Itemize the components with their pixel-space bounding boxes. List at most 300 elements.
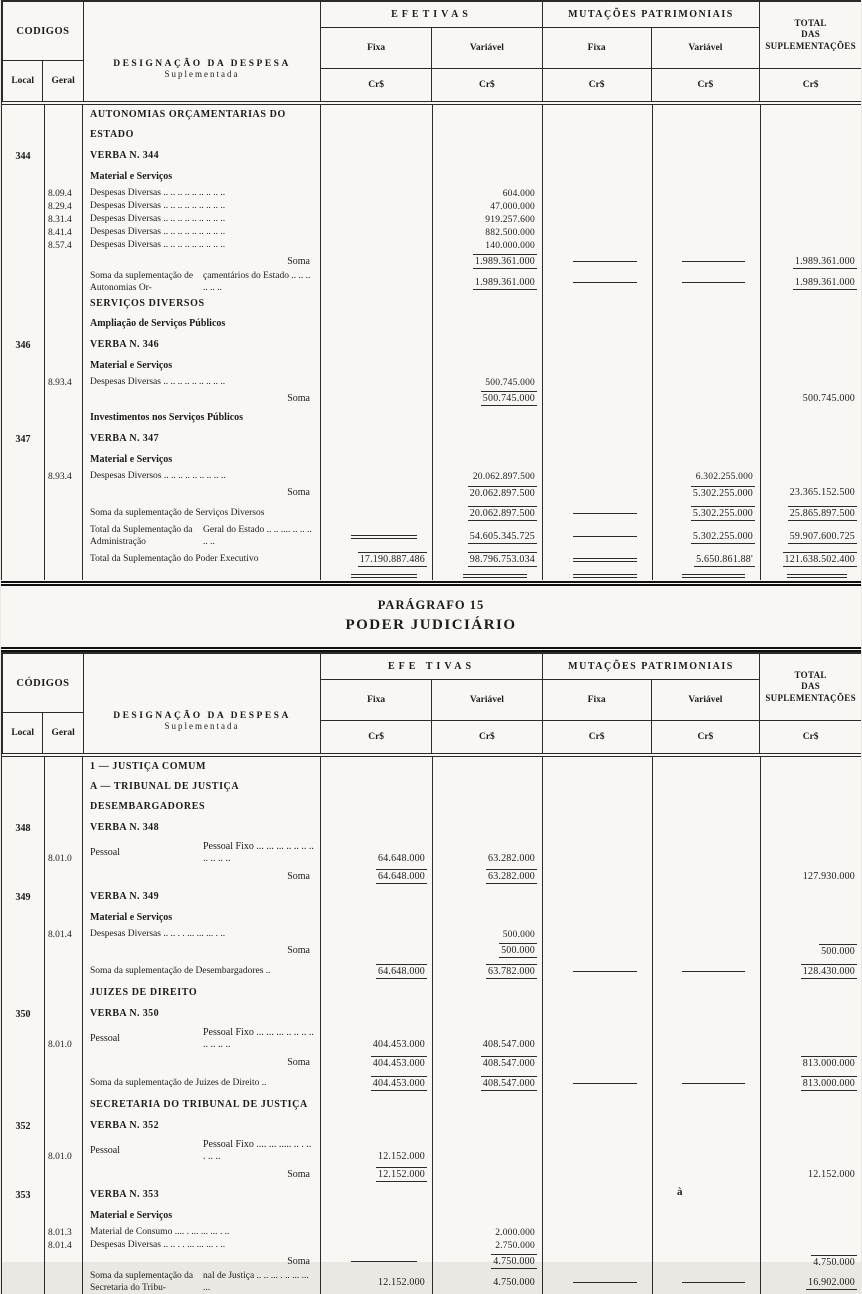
designacao-cell: Soma	[82, 1165, 320, 1184]
amount-cell	[652, 252, 760, 271]
designacao-cell: Pessoal Pessoal Fixo ... ... ... .. .. .. .. .. .. .. ..	[82, 839, 320, 867]
amount-cell	[432, 334, 542, 356]
geral-code	[44, 571, 82, 580]
codigos-label: CODIGOS	[16, 25, 70, 37]
local-code	[2, 960, 44, 983]
amount-cell	[760, 334, 862, 356]
amount-cell	[432, 125, 542, 145]
amount-cell	[760, 817, 862, 839]
blank-dash	[463, 574, 527, 578]
amount-cell	[760, 1025, 862, 1053]
currency-label: Cr$	[697, 732, 714, 742]
amount-cell	[320, 867, 432, 886]
amount-cell	[760, 1184, 862, 1206]
amount-value: 4.750.000	[493, 1256, 535, 1267]
amount-value: 1.989.361.000	[474, 256, 535, 267]
blank-dash	[573, 282, 637, 283]
local-code	[2, 548, 44, 571]
designacao-cell: Total da Suplementação do Poder Executivo	[82, 548, 320, 571]
geral-code	[44, 389, 82, 408]
designacao-cell: VERBA N. 348	[82, 817, 320, 839]
amount-cell	[432, 1053, 542, 1072]
amount-cell	[320, 757, 432, 777]
amount-cell	[542, 839, 652, 867]
amount-cell	[320, 334, 432, 356]
table-row	[2, 1184, 861, 1206]
amount-value: 404.453.000	[372, 1039, 425, 1050]
designacao-cell: Investimentos nos Serviços Públicos	[82, 408, 320, 428]
table-row	[2, 1239, 861, 1252]
amount-cell	[432, 187, 542, 200]
amount-cell	[760, 983, 862, 1003]
amount-cell	[320, 1115, 432, 1137]
designacao-cell: VERBA N. 352	[82, 1115, 320, 1137]
amount-cell	[542, 1239, 652, 1252]
amount-cell	[652, 886, 760, 908]
local-code	[2, 187, 44, 200]
total-column-header	[759, 2, 861, 101]
blank-dash	[573, 513, 637, 514]
amount-cell	[542, 187, 652, 200]
amount-cell	[320, 105, 432, 125]
amount-cell	[652, 1271, 760, 1294]
amount-cell	[320, 839, 432, 867]
amount-cell	[320, 356, 432, 376]
amount-cell	[652, 797, 760, 817]
amount-cell	[542, 376, 652, 389]
blank-dash	[573, 261, 637, 262]
amount-cell	[760, 389, 862, 408]
amount-cell	[320, 483, 432, 502]
amount-cell	[320, 1003, 432, 1025]
designacao-cell: Soma da suplementação de Juizes de Direito ..	[82, 1072, 320, 1095]
local-code	[2, 1239, 44, 1252]
mutacoes-group-header	[542, 654, 760, 753]
geral-column-header: Geral	[42, 713, 82, 753]
amount-cell	[542, 450, 652, 470]
local-code: 350	[15, 1008, 31, 1020]
geral-code	[44, 1165, 82, 1184]
amount-value: 408.547.000	[482, 1039, 535, 1050]
amount-value: 4.750.000	[493, 1277, 535, 1288]
table-row	[2, 200, 861, 213]
geral-code	[44, 548, 82, 571]
amount-cell	[432, 1184, 542, 1206]
geral-code	[44, 983, 82, 1003]
amount-cell	[652, 1115, 760, 1137]
amount-value: 20.062.897.500	[469, 487, 535, 499]
table-row	[2, 470, 861, 483]
table-row	[2, 294, 861, 314]
amount-cell	[320, 548, 432, 571]
designacao-cell: Despesas Diversas .. .. .. .. .. .. .. .. ..	[82, 239, 320, 252]
amount-value: 500.745.000	[485, 377, 535, 388]
amount-cell	[542, 356, 652, 376]
amount-cell	[652, 1165, 760, 1184]
local-code	[2, 213, 44, 226]
amount-cell	[432, 1206, 542, 1226]
amount-cell	[320, 1271, 432, 1294]
blank-dash	[682, 282, 745, 283]
amount-cell	[760, 1115, 862, 1137]
amount-value: 20.062.897.500	[472, 471, 535, 482]
amount-cell	[432, 314, 542, 334]
amount-value: 500.745.000	[482, 393, 535, 404]
amount-cell	[652, 1095, 760, 1115]
paragrafo-heading: PARÁGRAFO 15	[377, 598, 485, 612]
local-code	[2, 1025, 44, 1053]
currency-label: Cr$	[802, 80, 819, 90]
local-column-header: Local	[11, 728, 35, 738]
amount-cell	[432, 389, 542, 408]
designacao-cell: Soma da suplementação de Serviços Diversos	[82, 502, 320, 525]
geral-code	[44, 797, 82, 817]
amount-cell	[432, 1252, 542, 1271]
table-row	[2, 502, 861, 525]
amount-cell	[760, 1003, 862, 1025]
amount-cell	[652, 200, 760, 213]
designacao-cell: Despesas Diversas .. .. . . ... ... ... . ..	[82, 928, 320, 941]
amount-cell	[760, 1239, 862, 1252]
amount-cell	[542, 334, 652, 356]
geral-code	[44, 960, 82, 983]
amount-value: 47.000.000	[490, 201, 535, 212]
amount-value: 500.000	[502, 929, 535, 940]
amount-cell	[432, 1115, 542, 1137]
amount-value: 140.000.000	[485, 240, 535, 251]
amount-cell	[432, 408, 542, 428]
amount-cell	[320, 376, 432, 389]
geral-code: 8.01.4	[44, 1239, 82, 1252]
geral-code	[44, 757, 82, 777]
local-code	[2, 1226, 44, 1239]
total-line3: SUPLEMENTAÇÕES	[765, 40, 856, 51]
local-code	[2, 294, 44, 314]
amount-cell	[320, 314, 432, 334]
amount-cell	[320, 239, 432, 252]
amount-cell	[542, 294, 652, 314]
table-row	[2, 226, 861, 239]
amount-value: 63.782.000	[488, 966, 535, 977]
amount-value: 882.500.000	[485, 227, 535, 238]
mutacoes-fixa-column	[543, 680, 651, 753]
amount-cell	[760, 886, 862, 908]
amount-cell	[652, 271, 760, 294]
local-code	[2, 167, 44, 187]
designacao-cell	[82, 571, 320, 580]
table-row	[2, 571, 861, 580]
designacao-cell: VERBA N. 350	[82, 1003, 320, 1025]
variavel-label: Variável	[432, 680, 542, 721]
amount-cell	[432, 548, 542, 571]
amount-cell	[432, 757, 542, 777]
table-row	[2, 314, 861, 334]
designacao-cell: Soma	[82, 252, 320, 271]
table-row	[2, 271, 861, 294]
amount-value: 25.865.897.500	[789, 508, 855, 519]
currency-label: Cr$	[478, 80, 495, 90]
amount-cell	[432, 571, 542, 580]
amount-cell	[542, 502, 652, 525]
table-row	[2, 548, 861, 571]
table-row	[2, 389, 861, 408]
amount-cell	[652, 1072, 760, 1095]
amount-cell	[760, 252, 862, 271]
local-code: 352	[15, 1120, 31, 1132]
amount-cell	[760, 356, 862, 376]
amount-cell	[320, 271, 432, 294]
designacao-cell: VERBA N. 346	[82, 334, 320, 356]
section-heading-block	[1, 586, 861, 646]
total-column-header	[759, 654, 861, 753]
amount-cell	[542, 1271, 652, 1294]
designacao-line2: Suplementada	[164, 68, 240, 79]
amount-cell	[652, 167, 760, 187]
amount-cell	[320, 1165, 432, 1184]
table-judiciario	[1, 652, 861, 1294]
local-code	[2, 450, 44, 470]
table-row	[2, 960, 861, 983]
amount-cell	[320, 1072, 432, 1095]
total-line3: SUPLEMENTAÇÕES	[765, 692, 856, 703]
variavel-label: Variável	[652, 680, 760, 721]
geral-code	[44, 1184, 82, 1206]
blank-dash	[351, 535, 417, 539]
amount-cell	[542, 983, 652, 1003]
table-row	[2, 125, 861, 145]
currency-label: Cr$	[802, 732, 819, 742]
table-header	[2, 653, 861, 753]
amount-value: 54.605.345.725	[469, 530, 535, 542]
designacao-cell: Soma da suplementação de Desembargadores ..	[82, 960, 320, 983]
amount-cell	[432, 356, 542, 376]
amount-cell	[760, 1252, 862, 1271]
currency-label: Cr$	[588, 732, 605, 742]
total-line2: DAS	[801, 29, 821, 40]
geral-code	[44, 1095, 82, 1115]
table-row	[2, 1226, 861, 1239]
designacao-line1: DESIGNAÇÃO DA DESPESA	[113, 58, 291, 69]
amount-value: 4.750.000	[813, 1256, 855, 1268]
local-code	[2, 502, 44, 525]
amount-cell	[652, 1053, 760, 1072]
designacao-cell: Despesas Diversas .. .. .. .. .. .. .. .. ..	[82, 187, 320, 200]
amount-cell	[320, 983, 432, 1003]
amount-cell	[542, 525, 652, 548]
amount-cell	[652, 356, 760, 376]
amount-cell	[320, 226, 432, 239]
amount-cell	[652, 777, 760, 797]
amount-cell	[652, 983, 760, 1003]
currency-label: Cr$	[368, 732, 385, 742]
amount-cell	[652, 571, 760, 580]
table-row	[2, 1165, 861, 1184]
amount-value: 2.750.000	[495, 1240, 535, 1251]
fixa-label: Fixa	[543, 28, 651, 69]
amount-cell	[432, 145, 542, 167]
amount-cell	[760, 1137, 862, 1165]
amount-value: 98.796.753.034	[469, 554, 535, 565]
amount-cell	[652, 428, 760, 450]
amount-cell	[320, 1239, 432, 1252]
amount-cell	[652, 1239, 760, 1252]
designacao-cell: Soma	[82, 389, 320, 408]
table-row	[2, 1206, 861, 1226]
amount-cell	[760, 797, 862, 817]
geral-code: 8.57.4	[44, 239, 82, 252]
amount-cell	[432, 1239, 542, 1252]
local-code	[2, 797, 44, 817]
amount-cell	[320, 941, 432, 960]
geral-code	[44, 356, 82, 376]
blank-dash	[682, 574, 745, 578]
amount-cell	[542, 1025, 652, 1053]
amount-cell	[542, 1184, 652, 1206]
geral-code	[44, 105, 82, 125]
designacao-cell: SECRETARIA DO TRIBUNAL DE JUSTIÇA	[82, 1095, 320, 1115]
amount-value: 121.638.502.400	[784, 554, 855, 565]
ink-smudge: à	[677, 1186, 683, 1198]
amount-value: 12.152.000	[378, 1169, 425, 1180]
designacao-cell: VERBA N. 349	[82, 886, 320, 908]
table-row	[2, 450, 861, 470]
table-row	[2, 1053, 861, 1072]
amount-cell	[432, 200, 542, 213]
amount-value: 1.989.361.000	[794, 255, 855, 267]
designacao-cell: Soma	[82, 941, 320, 960]
amount-cell	[320, 1025, 432, 1053]
amount-value: 408.547.000	[482, 1057, 535, 1069]
amount-cell	[652, 1252, 760, 1271]
amount-cell	[320, 428, 432, 450]
amount-cell	[320, 408, 432, 428]
amount-cell	[542, 941, 652, 960]
local-code	[2, 239, 44, 252]
amount-cell	[320, 797, 432, 817]
designacao-cell: Soma da suplementação de Autonomias Or- çamentários do Estado .. .. .. .. .. ..	[82, 271, 320, 294]
table-row	[2, 145, 861, 167]
amount-cell	[542, 960, 652, 983]
designacao-cell: VERBA N. 347	[82, 428, 320, 450]
fixa-label: Fixa	[321, 680, 431, 721]
local-code	[2, 314, 44, 334]
designacao-cell: VERBA N. 353	[82, 1184, 320, 1206]
amount-cell	[652, 839, 760, 867]
geral-code	[44, 777, 82, 797]
amount-cell	[760, 1226, 862, 1239]
amount-cell	[542, 867, 652, 886]
amount-cell	[432, 839, 542, 867]
designacao-cell: Despesas Diversas .. .. .. .. .. .. .. .. ..	[82, 213, 320, 226]
designacao-cell: Pessoal Pessoal Fixo ... ... ... .. .. .. .. .. .. .. ..	[82, 1025, 320, 1053]
amount-value: 404.453.000	[372, 1057, 425, 1069]
table-row	[2, 167, 861, 187]
local-code	[2, 1072, 44, 1095]
designacao-cell: Soma da suplementação da Secretaria do Tribu- nal de Justiça .. .. ... . .. ... ... ...	[82, 1271, 320, 1294]
amount-cell	[652, 187, 760, 200]
local-code: 348	[15, 822, 31, 834]
geral-code	[44, 252, 82, 271]
mutacoes-group-header	[542, 2, 760, 101]
amount-cell	[542, 1115, 652, 1137]
efetivas-group-header	[320, 654, 541, 753]
amount-cell	[432, 470, 542, 483]
codigos-label: CÓDIGOS	[16, 677, 70, 689]
amount-cell	[652, 757, 760, 777]
amount-cell	[760, 960, 862, 983]
amount-cell	[432, 908, 542, 928]
fixa-label: Fixa	[321, 28, 431, 69]
table-row	[2, 356, 861, 376]
mutacoes-variavel-column	[651, 680, 760, 753]
amount-cell	[542, 908, 652, 928]
table-row	[2, 867, 861, 886]
blank-dash	[682, 261, 745, 262]
table-row	[2, 1137, 861, 1165]
amount-cell	[760, 376, 862, 389]
amount-cell	[542, 571, 652, 580]
local-code	[2, 1053, 44, 1072]
amount-cell	[542, 213, 652, 226]
amount-cell	[652, 941, 760, 960]
geral-code	[44, 145, 82, 167]
amount-cell	[652, 548, 760, 571]
amount-cell	[432, 1025, 542, 1053]
amount-cell	[760, 548, 862, 571]
table-row	[2, 817, 861, 839]
efetivas-group-header	[320, 2, 541, 101]
amount-value: 2.000.000	[495, 1227, 535, 1238]
local-code	[2, 908, 44, 928]
amount-cell	[432, 797, 542, 817]
geral-code	[44, 1115, 82, 1137]
amount-cell	[760, 1072, 862, 1095]
geral-column-header: Geral	[42, 61, 82, 101]
local-code	[2, 839, 44, 867]
amount-cell	[760, 867, 862, 886]
amount-value: 813.000.000	[802, 1078, 855, 1089]
amount-cell	[320, 571, 432, 580]
designacao-cell: Material e Serviços	[82, 1206, 320, 1226]
geral-code: 8.01.0	[44, 1137, 82, 1165]
designacao-cell: AUTONOMIAS ORÇAMENTARIAS DO	[82, 105, 320, 125]
designacao-cell: Material de Consumo .... . ... ... ... . ..	[82, 1226, 320, 1239]
amount-value: 5.650.861.88'	[696, 553, 753, 565]
mutacoes-label: MUTAÇÕES PATRIMONIAIS	[543, 654, 760, 680]
geral-code	[44, 525, 82, 548]
amount-cell	[432, 886, 542, 908]
geral-code: 8.01.3	[44, 1226, 82, 1239]
amount-cell	[652, 1137, 760, 1165]
amount-cell	[652, 928, 760, 941]
table-row	[2, 983, 861, 1003]
amount-value: 500.000	[501, 945, 535, 956]
amount-cell	[320, 125, 432, 145]
geral-code	[44, 867, 82, 886]
mutacoes-fixa-column	[543, 28, 651, 101]
amount-cell	[432, 483, 542, 502]
amount-cell	[432, 226, 542, 239]
amount-cell	[320, 960, 432, 983]
amount-value: 63.282.000	[488, 853, 535, 864]
amount-cell	[760, 145, 862, 167]
table-row	[2, 928, 861, 941]
amount-cell	[760, 571, 862, 580]
amount-cell	[542, 200, 652, 213]
amount-cell	[542, 1206, 652, 1226]
amount-cell	[432, 239, 542, 252]
geral-code: 8.41.4	[44, 226, 82, 239]
